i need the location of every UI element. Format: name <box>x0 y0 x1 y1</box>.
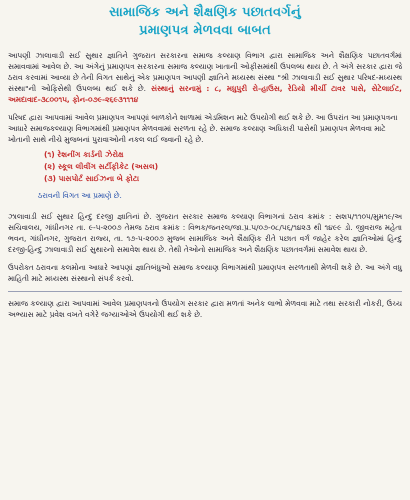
title-line-1: સામાજિક અને શૈક્ષણિક પછાતવર્ગનું <box>109 5 301 20</box>
document-item-leaving-certificate: (૨) સ્કૂલ લીવીંગ સર્ટીફીકેટ (અસલ) <box>44 162 159 171</box>
required-documents-list <box>44 149 402 185</box>
title-block <box>8 4 402 40</box>
resolution-details-note: ઠરાવની વિગત આ પ્રમાણે છે. <box>38 191 122 200</box>
institution-address: સંસ્થાનું સરનામું : ૮, મધુપુરી રો-હાઉસ, રેડિયો મીર્ચી ટાવર પાસે, સેટેલાઈટ, અમદાવાદ-૩૮૦૦૧૫, ફોન-૦૭૯-૨૬૯૩૧૧૧૪ <box>8 84 402 104</box>
resolution-paragraph: ઝાલાવાડી સઈ સુથાર હિન્દુ દરજી જ્ઞાતિનાં છે. ગુજરાત સરકાર સમાજ કલ્યાણ વિભાગનાં ઠરાવ ક્રમાંક : સશપ/૧૧૦૫/મુમ૧૯/અ સચિવાલય, ગાંધીનગર તા. ૯-૫-૨૦૦૭ તેમજ ઠરાવ ક્રમાંક : વિભક/જનરલ/જા.પ્ર.પ/૦૭-૦૮/૫૬/૧૪૨૩ થી ૧૪૯૯ ડો. જીવરાજ મહેતા ભવન, ગાંધીનગર, ગુજરાત રાજ્ય, તા. ૧૭-૫-૨૦૦૭ મુજબ સામાજિક અને શૈક્ષણિક રીતે પછાત વર્ગ જાહેર કરેલ જ્ઞાતિઓમાં હિન્દુ દરજી-હિન્દુ ઝાલાવાડી સઈ સુથારનો સમાવેશ થાય છે. તેથી તેઓનો સામાજિક અને શૈક્ષણિક પછાતવર્ગમાં સમાવેશ થાય છે. <box>8 212 402 254</box>
intro-text: આપણી ઝાલાવાડી સઈ સુથાર જ્ઞાતિને ગુજરાત સરકારના સમાજ કલ્યાણ વિભાગ દ્વારા સામાજિક અને શૈક્ષણિક પછાતવર્ગમાં સમાવવામાં આવેલ છે. આ અંગેનું પ્રમાણપત્ર સરકારના સમાજ કલ્યાણ ખાતાની ઓફીસમાંથી ઉપલબ્ધ થાય છે. તે અંગે સરકાર દ્વારા જે ઠરાવ કરવામાં આવ્યા છે તેની વિગત સાથેનું એક પ્રમાણપત્ર આપણી જ્ઞાતિને મધ્યસ્થ સંસ્થા "શ્રી ઝાલાવાડી સઈ સુથાર પરિષદ-મધ્યસ્થ સંસ્થા"ની ઓફિસેથી ઉપલબ્ધ થઈ શકે છે. <box>8 51 402 93</box>
title-line-2: પ્રમાણપત્ર મેળવવા બાબત <box>139 23 271 38</box>
divider <box>8 291 402 292</box>
benefits-paragraph: સમાજ કલ્યાણ દ્વારા આપવામાં આવેલ પ્રમાણપત્રનો ઉપયોગ સરકાર દ્વારા મળતાં અનેક લાભો મેળવવા માટે તથા સરકારી નોકરી, ઉચ્ચ અભ્યાસ માટે પ્રવેશ વખતે વગેરે જગ્યાઓએ ઉપયોગી થઈ શકે છે. <box>8 299 402 319</box>
document-item-photos: (૩) પાસપોર્ટ સાઈઝના બે ફોટા <box>44 174 140 183</box>
intro-paragraph <box>8 50 402 105</box>
certificate-use-paragraph: પરિષદ દ્વારા આપવામાં આવેલ પ્રમાણપત્ર આપણાં બાળકોને શાળામાં એડમિશન માટે ઉપયોગી થઈ શકે છે. આ ઉપરાંત આ પ્રમાણપત્રના આધારે સમાજકલ્યાણ વિભાગમાંથી પ્રમાણપત્ર મેળવવામાં સરળતા રહે છે. સમાજ કલ્યાણ અધિકારી પાસેથી પ્રમાણપત્ર મેળવવા માટે ખોતાની સાથે નીચે મુજબનાં પુરાવાઓની નકલ લઈ જવાની રહે છે. <box>8 113 398 144</box>
document-item-ration-card: (૧) રેશનીંગ કાર્ડની ઝેરોક્ષ <box>44 150 124 159</box>
guidance-paragraph: ઉપરોક્ત ઠરાવના કલમોના આધારે આપણાં જ્ઞાતિબંધુઓ સમાજ કલ્યાણ વિભાગમાંથી પ્રમાણપત્ર સરળતાથી મેળવી શકે છે. આ અંગે વધુ માહિતી માટે મધ્યસ્થ સંસ્થાનો સંપર્ક કરવો. <box>8 263 402 283</box>
